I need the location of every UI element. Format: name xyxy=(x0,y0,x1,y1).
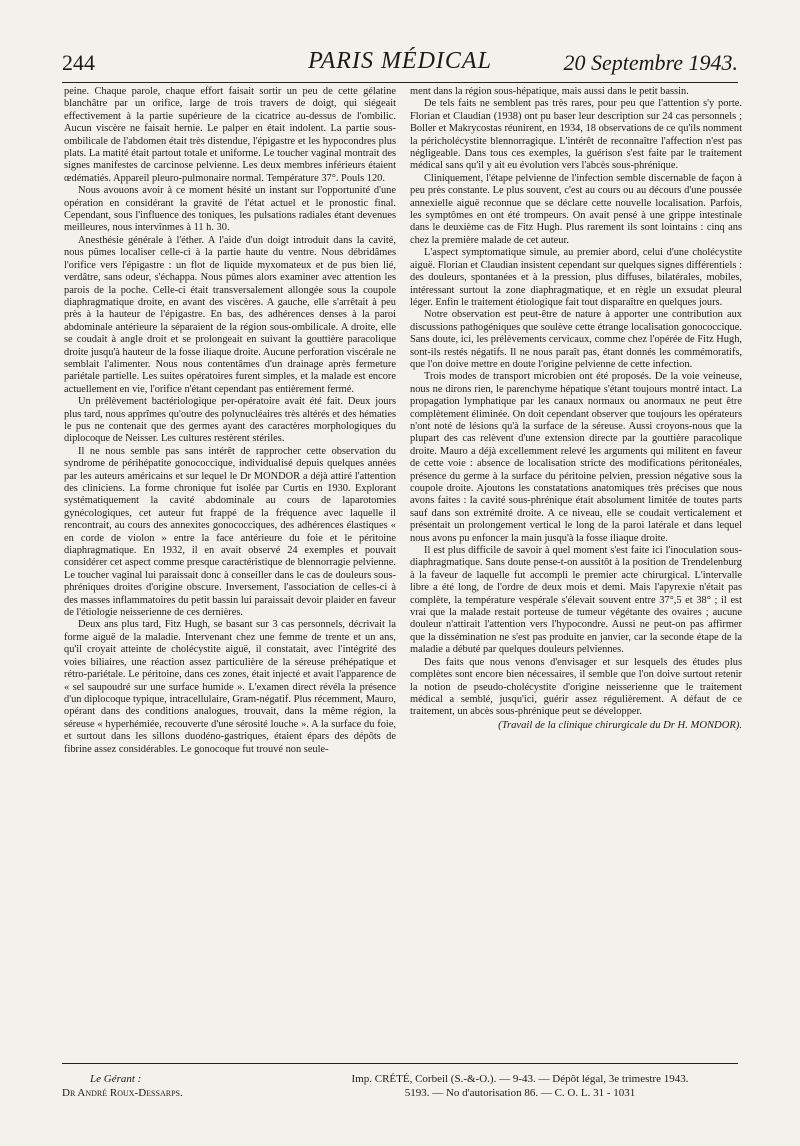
paragraph: Cliniquement, l'étape pelvienne de l'infection semble discernable de façon à peu près constante. Le plus souvent, c'est au cours ou au décours d'une poussée annexielle aiguë reconnue que se déclare cette nouvelle localisation. Parfois, les symptômes en ont été trompeurs. On avait pensé à une grippe intestinale dans le deuxième cas de Fitz Hugh. Plus rarement ils sont lointains : cinq ans chez la première malade de cet auteur. xyxy=(410,172,742,246)
manager-label: Le Gérant : xyxy=(90,1073,142,1085)
footer-imprint xyxy=(300,1072,740,1100)
left-column xyxy=(64,86,396,756)
paragraph: Un prélèvement bactériologique per-opératoire avait été fait. Deux jours plus tard, nous apprîmes qu'outre des polynucléaires très altérés et des hématies le pus ne contenait que des germes ayant des caractères morphologiques du diplocoque de Neisser. Les cultures restèrent stériles. xyxy=(64,396,396,445)
right-column xyxy=(410,86,742,732)
manager-name: Dr André Roux-Dessarps. xyxy=(62,1087,183,1099)
issue-date: 20 Septembre 1943. xyxy=(563,50,738,75)
article-credit: (Travail de la clinique chirurgicale du Dr H. MONDOR). xyxy=(498,719,742,731)
imprint-line: 5193. — No d'autorisation 86. — C. O. L. 31 - 1031 xyxy=(404,1087,636,1099)
journal-title: PARIS MÉDICAL xyxy=(308,48,492,74)
paragraph: peine. Chaque parole, chaque effort faisait sortir un peu de cette gélatine blanchâtre par un orifice, large de trois travers de doigt, qui siégeait effectivement à la partie supérieure de la cicatrice au-dessus de l'ombilic. Aucun viscère ne faisait hernie. Le palper en était indolent. La partie sous-ombilicale de l'abdomen était très distendue, l'épigastre et les hypocondres plus plats. La matité était partout totale et uniforme. Le toucher vaginal montrait des signes manifestes de carcinose pelvienne. Les deux membres inférieurs étaient œdématiés. Appareil pleuro-pulmonaire normal. Température 37°. Pouls 120. xyxy=(64,86,396,184)
imprint-line: Imp. CRÉTÉ, Corbeil (S.-&-O.). — 9-43. — Dépôt légal, 3e trimestre 1943. xyxy=(351,1073,689,1085)
paragraph: Il ne nous semble pas sans intérêt de rapprocher cette observation du syndrome de périhépatite gonococcique, individualisé depuis quelques années par les auteurs américains et sur lequel le Dr MONDOR a déjà attiré l'attention des cliniciens. La forme chronique fut isolée par Curtis en 1930. Explorant systématiquement la cavité abdominale au cours de laparotomies gynécologiques, cet auteur fut frappé de la fréquence avec laquelle il rencontrait, au cours des annexites gonococciques, des adhérences élastiques « en corde de violon » entre la face antérieure du foie et le péritoine diaphragmatique. En 1932, il en avait observé 24 exemples et pouvait considérer cet aspect comme presque caractéristique de blennorragie pelvienne. Le toucher vaginal lui paraissait donc à conseiller dans le cas de douleurs sous-phréniques droites d'origine obscure. Inversement, l'association de celles-ci à des masses inflammatoires du petit bassin lui paraissait devoir plaider en faveur de l'étiologie neisserienne de ces dernières. xyxy=(64,445,396,619)
paragraph: Il est plus difficile de savoir à quel moment s'est faite ici l'inoculation sous-diaphragmatique. Sans doute pense-t-on aussitôt à la position de Trendelenburg à la faveur de laquelle fut accompli le premier acte chirurgical. L'intervalle libre a été long, de l'ordre de deux mois et demi. Mais l'apyrexie n'était pas complète, la température vespérale s'élevait souvent entre 37°,5 et 38° ; il est vrai que la malade restait porteuse de tumeur végétante des ovaires ; aucune douleur n'attirait l'attention vers l'hypocondre. Aussi ne peut-on pas affirmer que la dissémination ne s'est pas produite en janvier, car la seconde étape de la maladie a débuté par quelques douleurs pelviennes. xyxy=(410,545,742,656)
paragraph: L'aspect symptomatique simule, au premier abord, celui d'une cholécystite aiguë. Florian et Claudian insistent cependant sur quelques signes différentiels : des douleurs, spontanées et à la pression, plus diffuses, bilatérales, mobiles, intéressant surtout la zone diaphragmatique, et en règle un exsudat pleural léger. Enfin le traitement étiologique fait tout disparaître en quelques jours. xyxy=(410,247,742,308)
paragraph: Trois modes de transport microbien ont été proposés. De la voie veineuse, nous ne dirons rien, le parenchyme hépatique s'étant toujours montré intact. La propagation lymphatique par les canaux normaux ou anormaux ne peut être complètement éliminée. On doit cependant observer que toujours les opérateurs n'ont noté de lésions qu'à la surface de la séreuse. Aussi croyons-nous que la plupart des cas relèvent d'une extension directe par la gouttière paracolique droite. Mauro a déjà excellemment relevé les arguments qui militent en faveur de cette voie : absence de localisation stricte des modifications péritonéales, présence du germe à la surface du péritoine pelvien, pression négative sous la coupole droite. Ajoutons les constatations anatomiques très précises que nous avons faites : la cavité sous-phrénique était absolument limitée de toutes parts sauf dans son extrémité droite. A ce niveau, elle se coudait verticalement et présentait un prolongement vertical le long de la paroi latérale et dans lequel nous avons pu enfoncer la main jusqu'à la fosse iliaque droite. xyxy=(410,371,742,544)
paragraph: Nous avouons avoir à ce moment hésité un instant sur l'opportunité d'une opération en considérant la gravité de l'état actuel et le pronostic final. Cependant, sous l'influence des toniques, les pulsations radiales étant devenues meilleures, nous intervînmes à 11 h. 30. xyxy=(64,185,396,234)
paragraph: Notre observation est peut-être de nature à apporter une contribution aux discussions pathogéniques que soulève cette étrange localisation gonococcique. Sans doute, ici, les prélèvements cervicaux, comme chez l'opérée de Fitz Hugh, sont-ils restés négatifs. Il ne nous paraît pas, étant donnés les commémoratifs, que l'on doive mettre en doute l'origine pelvienne de cette infection. xyxy=(410,309,742,370)
footer-divider xyxy=(62,1063,738,1064)
page-number: 244 xyxy=(62,50,95,75)
paragraph: De tels faits ne semblent pas très rares, pour peu que l'attention s'y porte. Florian et Claudian (1938) ont pu baser leur description sur 24 cas personnels ; Boller et Makrycostas réunirent, en 1934, 18 observations de ce qu'ils nomment la péricholécystite blennorragique. L'intérêt de reconnaître l'affection n'est pas négligeable. Dans tous ces exemples, la guérison s'est faite par le traitement médical sans qu'il y ait eu évolution vers l'abcès sous-phrénique. xyxy=(410,98,742,172)
page-header xyxy=(62,48,738,83)
paragraph: Anesthésie générale à l'éther. A l'aide d'un doigt introduit dans la cavité, nous pûmes localiser celle-ci à la partie haute du ventre. Nous débridâmes l'orifice vers l'épigastre : un flot de liquide myxomateux et de pus bien lié, verdâtre, sans odeur, s'échappa. Nous pûmes alors examiner avec attention les parois de la poche. Celle-ci était transversalement allongée sous la coupole diaphragmatique droite, en avant des viscères. A gauche, elle s'arrêtait à peu près à la hauteur de l'épigastre. En bas, des adhérences denses à la paroi abdominale antérieure la séparaient de la région sous-ombilicale. A droite, elle se coudait à angle droit et se prolongeait en suivant la gouttière paracolique droite jusqu'à hauteur de la fosse iliaque droite. Aucune perforation viscérale ne semblait l'alimenter. Nous nous contentâmes d'un drainage après fermeture pariétale partielle. Les suites opératoires furent simples, et la malade est encore actuellement en vie, l'orifice n'étant cependant pas entièrement fermé. xyxy=(64,234,396,395)
footer-manager xyxy=(62,1072,282,1100)
paragraph: Deux ans plus tard, Fitz Hugh, se basant sur 3 cas personnels, décrivait la forme aiguë de la maladie. Intervenant chez une femme de trente et un ans, qu'il croyait atteinte de cholécystite aiguë, il constatait, avec l'intégrité des voies biliaires, une réaction assez particulière de la séreuse préhépatique et rétro-pariétale. Le péritoine, dans ces zones, était injecté et avait l'apparence de « sel saupoudré sur une surface humide ». L'examen direct révéla la présence d'un diplocoque typique, intracellulaire, Gram-négatif. Plus récemment, Mauro, opérant dans des conditions analogues, trouvait, dans la même région, la séreuse « hyperhémiée, recouverte d'une sérosité louche ». A la surface du foie, et surtout dans les sillons duodéno-gastriques, étaient épars des dépôts de fibrine assez considérables. Le gonocoque fut trouvé non seule- xyxy=(64,619,396,755)
paragraph: Des faits que nous venons d'envisager et sur lesquels des études plus complètes sont encore bien nécessaires, il semble que l'on doive surtout retenir la notion de pseudo-cholécystite d'origine neisserienne que le traitement médical a semblé, jusqu'ici, guérir assez régulièrement. A défaut de ce traitement, un abcès sous-phrénique peut se développer. xyxy=(410,656,742,718)
paragraph: ment dans la région sous-hépatique, mais aussi dans le petit bassin. xyxy=(410,86,689,97)
